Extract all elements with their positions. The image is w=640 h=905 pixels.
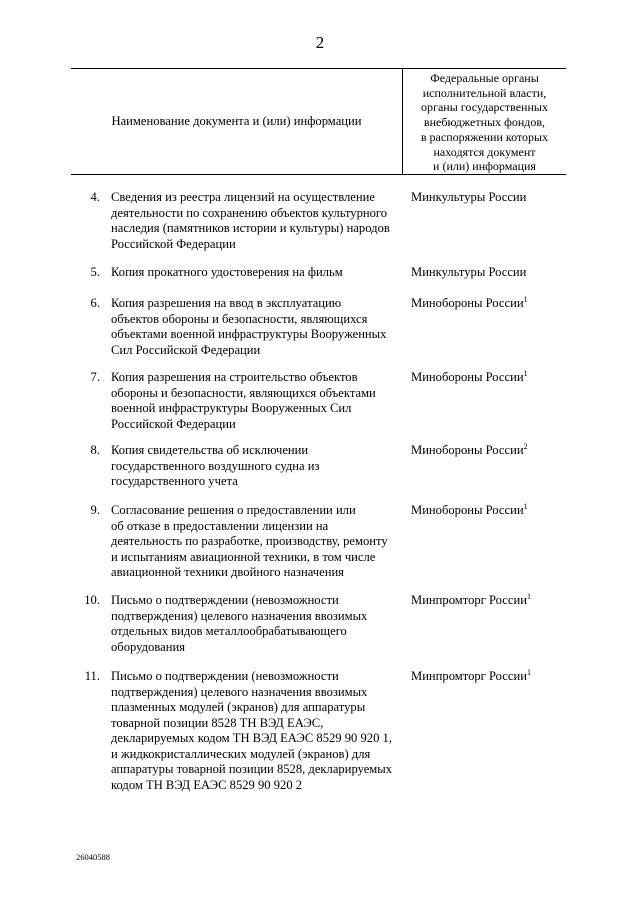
row-authority (411, 443, 571, 459)
footnote-mark: 1 (523, 294, 528, 304)
row-number: 9. (90, 503, 100, 517)
authority-name: Минкультуры России (411, 265, 527, 279)
row-description: Копия разрешения на ввод в эксплуатацию объектов обороны и безопасности, являющихся объектами военной инфраструктуры Вооруженных Сил Российской Федерации (111, 296, 387, 357)
footnote-mark: 2 (523, 441, 528, 451)
authority-name: Минобороны России (411, 370, 524, 384)
table-header-bottom-rule (71, 174, 566, 175)
footnote-mark: 1 (523, 368, 528, 378)
row-authority (411, 503, 571, 519)
authority-name: Минпромторг России (411, 669, 527, 683)
row-authority (411, 265, 571, 281)
row-number: 11. (84, 669, 100, 683)
row-description: Копия свидетельства об исключении государственного воздушного судна из государственного учета (111, 443, 320, 488)
row-number: 8. (90, 443, 100, 457)
header-authority: Федеральные органы исполнительной власти, органы государственных внебюджетных фондов, в распоряжении которых находятся документ и (или) информация (420, 71, 549, 174)
row-description: Сведения из реестра лицензий на осуществление деятельности по сохранению объектов культурного наследия (памятников истории и культуры) народов Российской Федерации (111, 190, 390, 251)
row-description: Копия разрешения на строительство объектов обороны и безопасности, являющихся объектами военной инфраструктуры Вооруженных Сил Российской Федерации (111, 370, 376, 431)
row-number: 5. (90, 265, 100, 279)
footnote-mark: 1 (526, 667, 531, 677)
row-description: Письмо о подтверждении (невозможности подтверждения) целевого назначения ввозимых отдельных видов металлообрабатывающего оборудования (111, 593, 368, 654)
row-number: 4. (90, 190, 100, 204)
row-number: 6. (90, 296, 100, 310)
authority-name: Минобороны России (411, 443, 524, 457)
authority-name: Минобороны России (411, 296, 524, 310)
page-number: 2 (315, 33, 325, 52)
authority-name: Минкультуры России (411, 190, 527, 204)
row-description: Письмо о подтверждении (невозможности подтверждения) целевого назначения ввозимых плазменных модулей (экранов) для аппаратуры товарной позиции 8528 ТН ВЭД ЕАЭС, декларируемых кодом ТН ВЭД ЕАЭС 8529 90 920 1, и жидкокристаллических модулей (экранов) для аппаратуры товарной позиции 8528, декларируемых кодом ТН ВЭД ЕАЭС 8529 90 920 2 (111, 669, 393, 792)
row-authority (411, 370, 571, 386)
authority-name: Минпромторг России (411, 593, 527, 607)
row-authority (411, 669, 571, 685)
row-description: Согласование решения о предоставлении или об отказе в предоставлении лицензии на деятельность по разработке, производству, ремонту и испытаниям авиационной техники, в том числе авиационной техники двойного назначения (111, 503, 388, 579)
header-document-text: Наименование документа и (или) информации (111, 113, 362, 128)
authority-name: Минобороны России (411, 503, 524, 517)
row-number: 7. (90, 370, 100, 384)
footnote-mark: 1 (523, 501, 528, 511)
row-authority (411, 190, 571, 206)
row-authority (411, 296, 571, 312)
document-code: 26040588 (76, 852, 110, 862)
row-authority (411, 593, 571, 609)
row-number: 10. (84, 593, 100, 607)
row-description: Копия прокатного удостоверения на фильм (111, 265, 343, 279)
footnote-mark: 1 (526, 591, 531, 601)
header-document (71, 68, 402, 174)
